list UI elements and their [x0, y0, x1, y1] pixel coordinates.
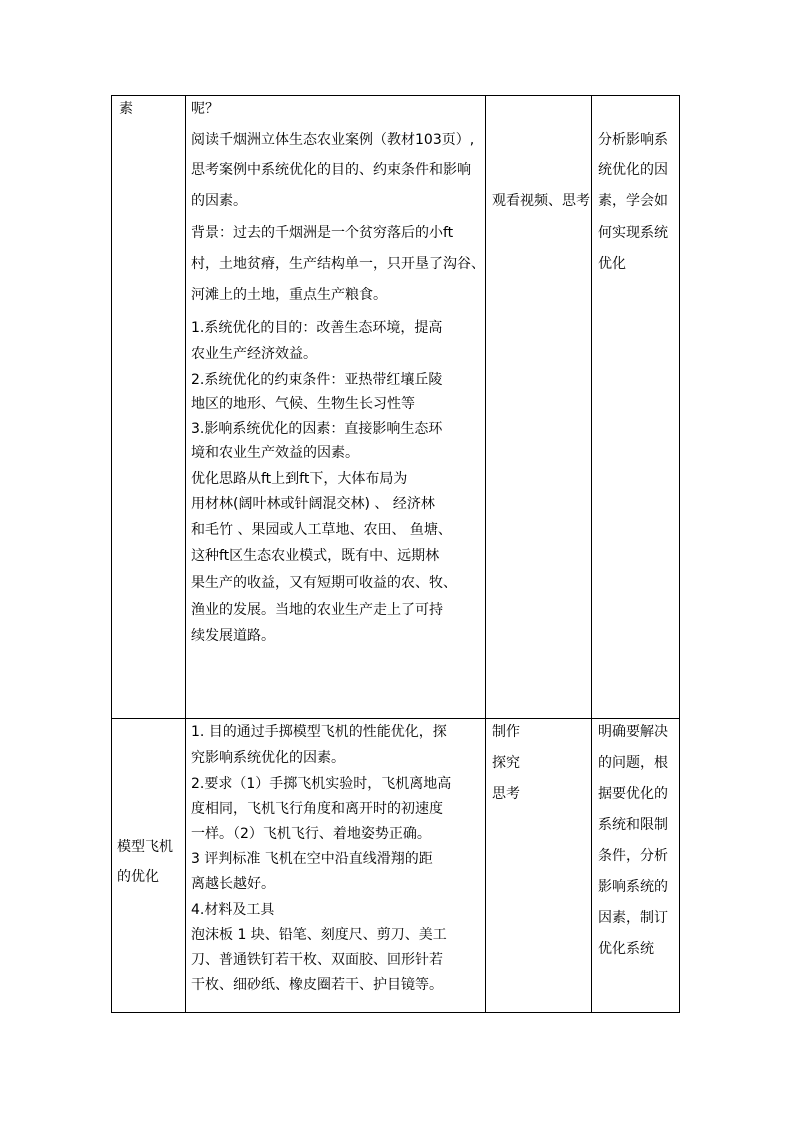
- column-divider: [485, 96, 486, 1012]
- content-line: 3 评判标准 飞机在空中沿直线滑翔的距: [191, 851, 433, 867]
- row1-activity: 观看视频、思考: [492, 193, 590, 209]
- content-line: 阅读千烟洲立体生态农业案例（教材103页）,: [191, 132, 475, 148]
- row2-title-line: 的优化: [117, 869, 159, 885]
- column-divider: [185, 96, 186, 1012]
- purpose-line: 影响系统的: [598, 879, 668, 895]
- content-line: 度相同，飞机飞行角度和离开时的初速度: [191, 801, 443, 817]
- row-divider: [112, 718, 679, 719]
- content-line: 续发展道路。: [191, 628, 275, 644]
- content-line: 和毛竹 、果园或人工草地、农田、 鱼塘、: [191, 522, 452, 538]
- purpose-line: 条件，分析: [598, 848, 668, 864]
- content-line: 用材林(阔叶林或针阔混交林) 、 经济林: [191, 496, 435, 512]
- content-line: 2.要求（1）手掷飞机实验时，飞机离地高: [191, 776, 452, 792]
- content-line: 干枚、细砂纸、橡皮圈若干、护目镜等。: [191, 977, 443, 993]
- content-line: 1.系统优化的目的：改善生态环境，提高: [191, 320, 443, 336]
- content-line: 究影响系统优化的因素。: [191, 750, 345, 766]
- purpose-line: 系统和限制: [598, 817, 668, 833]
- content-line: 这种ft区生态农业模式，既有中、远期林: [191, 548, 440, 564]
- content-line: 泡沫板 1 块、铅笔、刻度尺、剪刀、美工: [191, 927, 447, 943]
- content-line: 离越长越好。: [191, 876, 275, 892]
- activity-line: 思考: [492, 786, 520, 802]
- content-line: 背景：过去的千烟洲是一个贫穷落后的小ft: [191, 225, 454, 241]
- content-line: 呢？: [191, 101, 219, 117]
- activity-line: 制作: [492, 724, 520, 740]
- content-line: 境和农业生产效益的因素。: [191, 445, 359, 461]
- content-line: 村，土地贫瘠，生产结构单一，只开垦了沟谷、: [191, 256, 485, 272]
- content-line: 渔业的发展。当地的农业生产走上了可持: [191, 602, 443, 618]
- purpose-line: 分析影响系: [598, 132, 668, 148]
- content-line: 河滩上的土地，重点生产粮食。: [191, 287, 387, 303]
- purpose-line: 优化: [598, 256, 626, 272]
- purpose-line: 据要优化的: [598, 786, 668, 802]
- content-line: 3.影响系统优化的因素：直接影响生态环: [191, 421, 443, 437]
- purpose-line: 何实现系统: [598, 225, 668, 241]
- activity-line: 探究: [492, 755, 520, 771]
- content-line: 果生产的收益，又有短期可收益的农、牧、: [191, 575, 457, 591]
- content-line: 的因素。: [191, 193, 247, 209]
- column-divider: [591, 96, 592, 1012]
- purpose-line: 优化系统: [598, 941, 654, 957]
- content-line: 思考案例中系统优化的目的、约束条件和影响: [191, 162, 471, 178]
- row1-col1-text: 素: [119, 101, 133, 117]
- purpose-line: 的问题，根: [598, 755, 668, 771]
- purpose-line: 明确要解决: [598, 724, 668, 740]
- content-line: 地区的地形、气候、生物生长习性等: [191, 396, 415, 412]
- content-line: 一样。（2）飞机飞行、着地姿势正确。: [191, 826, 431, 842]
- content-line: 4.材料及工具: [191, 902, 275, 918]
- purpose-line: 统优化的因: [598, 162, 668, 178]
- content-line: 1. 目的通过手掷模型飞机的性能优化，探: [191, 724, 447, 740]
- content-line: 2.系统优化的约束条件：亚热带红壤丘陵: [191, 372, 443, 388]
- content-line: 农业生产经济效益。: [191, 346, 317, 362]
- content-line: 刀、普通铁钉若干枚、双面胶、回形针若: [191, 952, 443, 968]
- purpose-line: 因素，制订: [598, 910, 668, 926]
- purpose-line: 素，学会如: [598, 193, 668, 209]
- content-line: 优化思路从ft上到ft下，大体布局为: [191, 471, 408, 487]
- row2-title-line: 模型飞机: [117, 839, 173, 855]
